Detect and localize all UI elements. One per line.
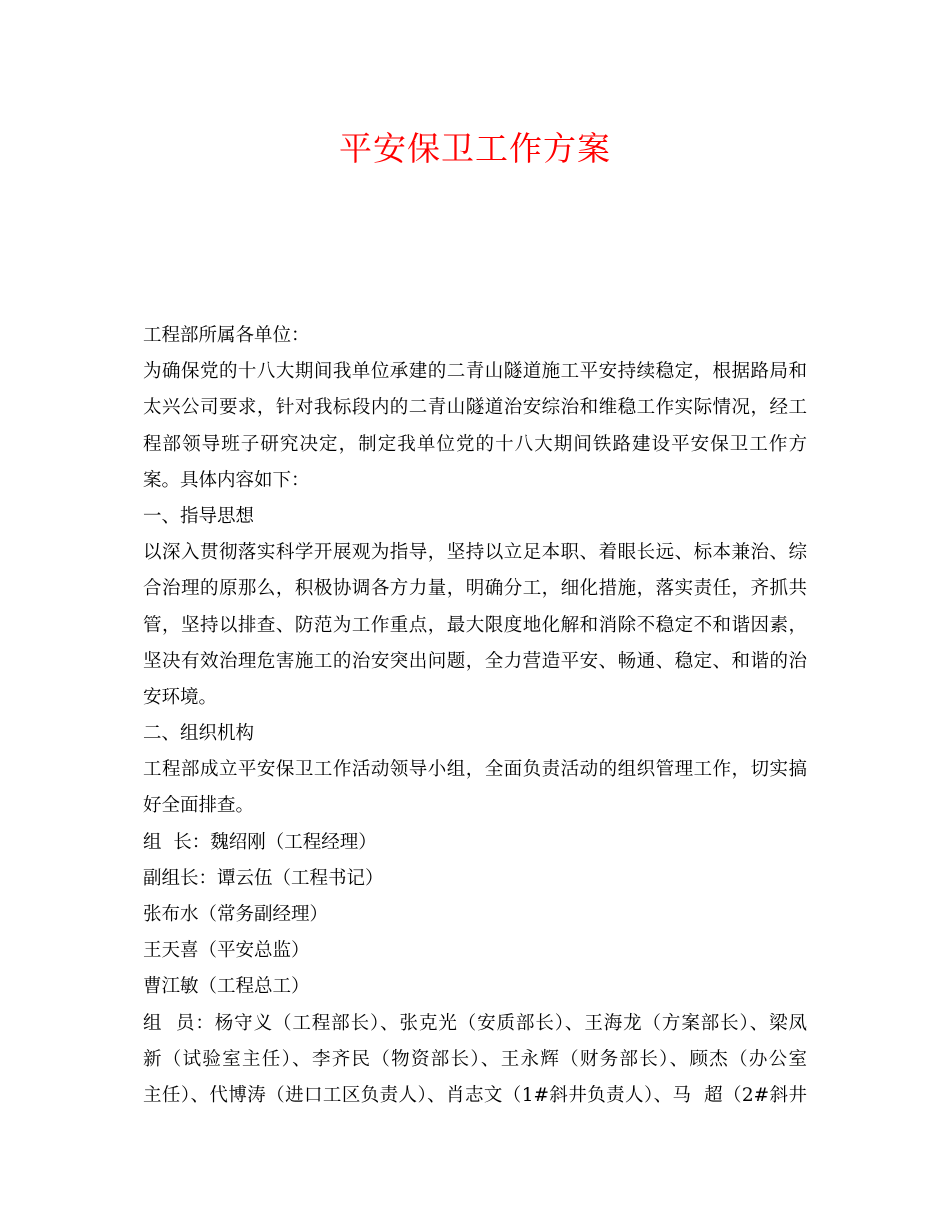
members-line: 组 员：杨守义（工程部长）、张克光（安质部长）、王海龙（方案部长）、梁凤 [143,1012,807,1034]
members-line: 主任）、代博涛（进口工区负责人）、肖志文（1#斜井负责人）、马 超（2#斜井 [143,1084,807,1106]
section-heading-organization: 二、组织机构 [143,723,255,745]
members-line: 新（试验室主任）、李齐民（物资部长）、王永辉（财务部长）、顾杰（办公室 [143,1048,807,1070]
paragraph-line: 案。具体内容如下： [143,469,310,491]
document-title: 平安保卫工作方案 [339,129,611,168]
paragraph-line: 太兴公司要求，针对我标段内的二青山隧道治安综治和维稳工作实际情况，经工 [143,397,807,419]
paragraph-line: 以深入贯彻落实科学开展观为指导，坚持以立足本职、着眼长远、标本兼治、综 [143,542,807,564]
paragraph-line: 程部领导班子研究决定，制定我单位党的十八大期间铁路建设平安保卫工作方 [143,433,807,455]
paragraph-line: 为确保党的十八大期间我单位承建的二青山隧道施工平安持续稳定，根据路局和 [143,361,807,383]
paragraph-line: 合治理的原那么，积极协调各方力量，明确分工，细化措施，落实责任，齐抓共 [143,578,807,600]
deputy-leader-line: 副组长：谭云伍（工程书记） [143,867,384,889]
deputy-leader-line: 曹江敏（工程总工） [143,976,310,998]
deputy-leader-line: 王天喜（平安总监） [143,940,310,962]
salutation-line: 工程部所属各单位： [143,325,310,346]
paragraph-line: 坚决有效治理危害施工的治安突出问题，全力营造平安、畅通、稳定、和谐的治 [143,650,807,672]
paragraph-line: 工程部成立平安保卫工作活动领导小组，全面负责活动的组织管理工作，切实搞 [143,759,807,781]
paragraph-line: 好全面排查。 [143,795,255,817]
section-heading-guiding-thought: 一、指导思想 [143,505,255,527]
paragraph-line: 管，坚持以排查、防范为工作重点，最大限度地化解和消除不稳定不和谐因素， [143,614,807,636]
leader-line: 组 长：魏绍刚（工程经理） [143,831,377,853]
document-body [143,318,807,1114]
deputy-leader-line: 张布水（常务副经理） [143,904,329,925]
paragraph-line: 安环境。 [143,686,218,708]
